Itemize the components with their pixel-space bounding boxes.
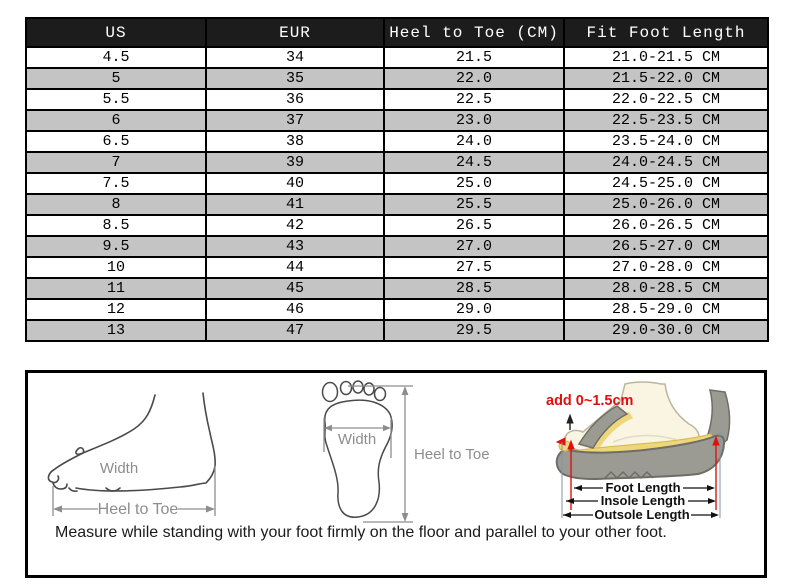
table-cell: 6: [26, 110, 206, 131]
table-cell: 29.0: [384, 299, 564, 320]
shoe-length-diagram: [543, 378, 765, 528]
table-cell: 34: [206, 47, 384, 68]
table-cell: 41: [206, 194, 384, 215]
table-cell: 28.0-28.5 CM: [564, 278, 768, 299]
table-cell: 24.0: [384, 131, 564, 152]
table-row: [26, 278, 768, 299]
footprint-dimension-lines: [324, 386, 413, 522]
table-cell: 25.0-26.0 CM: [564, 194, 768, 215]
top-width-label: Width: [337, 431, 377, 448]
table-cell: 27.0-28.0 CM: [564, 257, 768, 278]
table-row: [26, 152, 768, 173]
table-cell: 45: [206, 278, 384, 299]
table-cell: 28.5: [384, 278, 564, 299]
table-cell: 21.5-22.0 CM: [564, 68, 768, 89]
side-heel-to-toe-label: Heel to Toe: [97, 501, 179, 518]
column-header: Fit Foot Length: [564, 18, 768, 47]
table-cell: 8: [26, 194, 206, 215]
table-cell: 23.0: [384, 110, 564, 131]
table-row: [26, 47, 768, 68]
size-table-body: [26, 47, 768, 341]
footprint-outline: [323, 381, 393, 517]
table-cell: 5.5: [26, 89, 206, 110]
size-table-header-row: [26, 18, 768, 47]
table-cell: 11: [26, 278, 206, 299]
table-cell: 37: [206, 110, 384, 131]
toe-allowance-arrow-icon: [567, 415, 573, 430]
table-cell: 21.0-21.5 CM: [564, 47, 768, 68]
column-header: EUR: [206, 18, 384, 47]
table-cell: 38: [206, 131, 384, 152]
table-cell: 29.5: [384, 320, 564, 341]
table-cell: 35: [206, 68, 384, 89]
table-cell: 22.0: [384, 68, 564, 89]
table-row: [26, 173, 768, 194]
table-cell: 13: [26, 320, 206, 341]
table-row: [26, 320, 768, 341]
table-cell: 10: [26, 257, 206, 278]
table-row: [26, 68, 768, 89]
table-cell: 22.5-23.5 CM: [564, 110, 768, 131]
table-cell: 7: [26, 152, 206, 173]
table-cell: 4.5: [26, 47, 206, 68]
table-cell: 25.5: [384, 194, 564, 215]
table-cell: 42: [206, 215, 384, 236]
footprint-sketch-icon: [313, 378, 493, 533]
table-cell: 8.5: [26, 215, 206, 236]
table-cell: 44: [206, 257, 384, 278]
table-cell: 36: [206, 89, 384, 110]
table-cell: 24.5: [384, 152, 564, 173]
table-cell: 22.5: [384, 89, 564, 110]
outsole-length-label: Outsole Length: [594, 507, 690, 522]
add-allowance-note: add 0~1.5cm: [546, 393, 634, 409]
table-row: [26, 299, 768, 320]
size-table: [25, 17, 769, 342]
column-header: Heel to Toe (CM): [384, 18, 564, 47]
table-cell: 39: [206, 152, 384, 173]
table-cell: 25.0: [384, 173, 564, 194]
table-row: [26, 236, 768, 257]
foot-length-label: Foot Length: [605, 480, 681, 495]
table-cell: 6.5: [26, 131, 206, 152]
table-row: [26, 131, 768, 152]
measuring-instructions: Measure while standing with your foot firmly on the floor and parallel to your other foot.: [55, 524, 667, 541]
table-row: [26, 89, 768, 110]
table-cell: 40: [206, 173, 384, 194]
table-cell: 27.0: [384, 236, 564, 257]
table-cell: 28.5-29.0 CM: [564, 299, 768, 320]
table-cell: 23.5-24.0 CM: [564, 131, 768, 152]
table-cell: 27.5: [384, 257, 564, 278]
table-cell: 26.5: [384, 215, 564, 236]
table-row: [26, 257, 768, 278]
table-cell: 24.0-24.5 CM: [564, 152, 768, 173]
table-cell: 7.5: [26, 173, 206, 194]
table-row: [26, 194, 768, 215]
table-cell: 12: [26, 299, 206, 320]
table-cell: 26.0-26.5 CM: [564, 215, 768, 236]
top-heel-to-toe-label: Heel to Toe: [414, 446, 490, 463]
table-cell: 26.5-27.0 CM: [564, 236, 768, 257]
table-cell: 9.5: [26, 236, 206, 257]
side-foot-sketch-icon: [43, 383, 243, 528]
measuring-guide-box: [25, 370, 767, 578]
table-cell: 21.5: [384, 47, 564, 68]
table-cell: 29.0-30.0 CM: [564, 320, 768, 341]
table-row: [26, 215, 768, 236]
table-cell: 43: [206, 236, 384, 257]
table-row: [26, 110, 768, 131]
table-cell: 46: [206, 299, 384, 320]
table-cell: 5: [26, 68, 206, 89]
side-width-label: Width: [99, 460, 139, 477]
footprint-dimension-arrows: [324, 386, 408, 522]
column-header: US: [26, 18, 206, 47]
table-cell: 22.0-22.5 CM: [564, 89, 768, 110]
table-cell: 24.5-25.0 CM: [564, 173, 768, 194]
table-cell: 47: [206, 320, 384, 341]
insole-length-label: Insole Length: [600, 493, 686, 508]
